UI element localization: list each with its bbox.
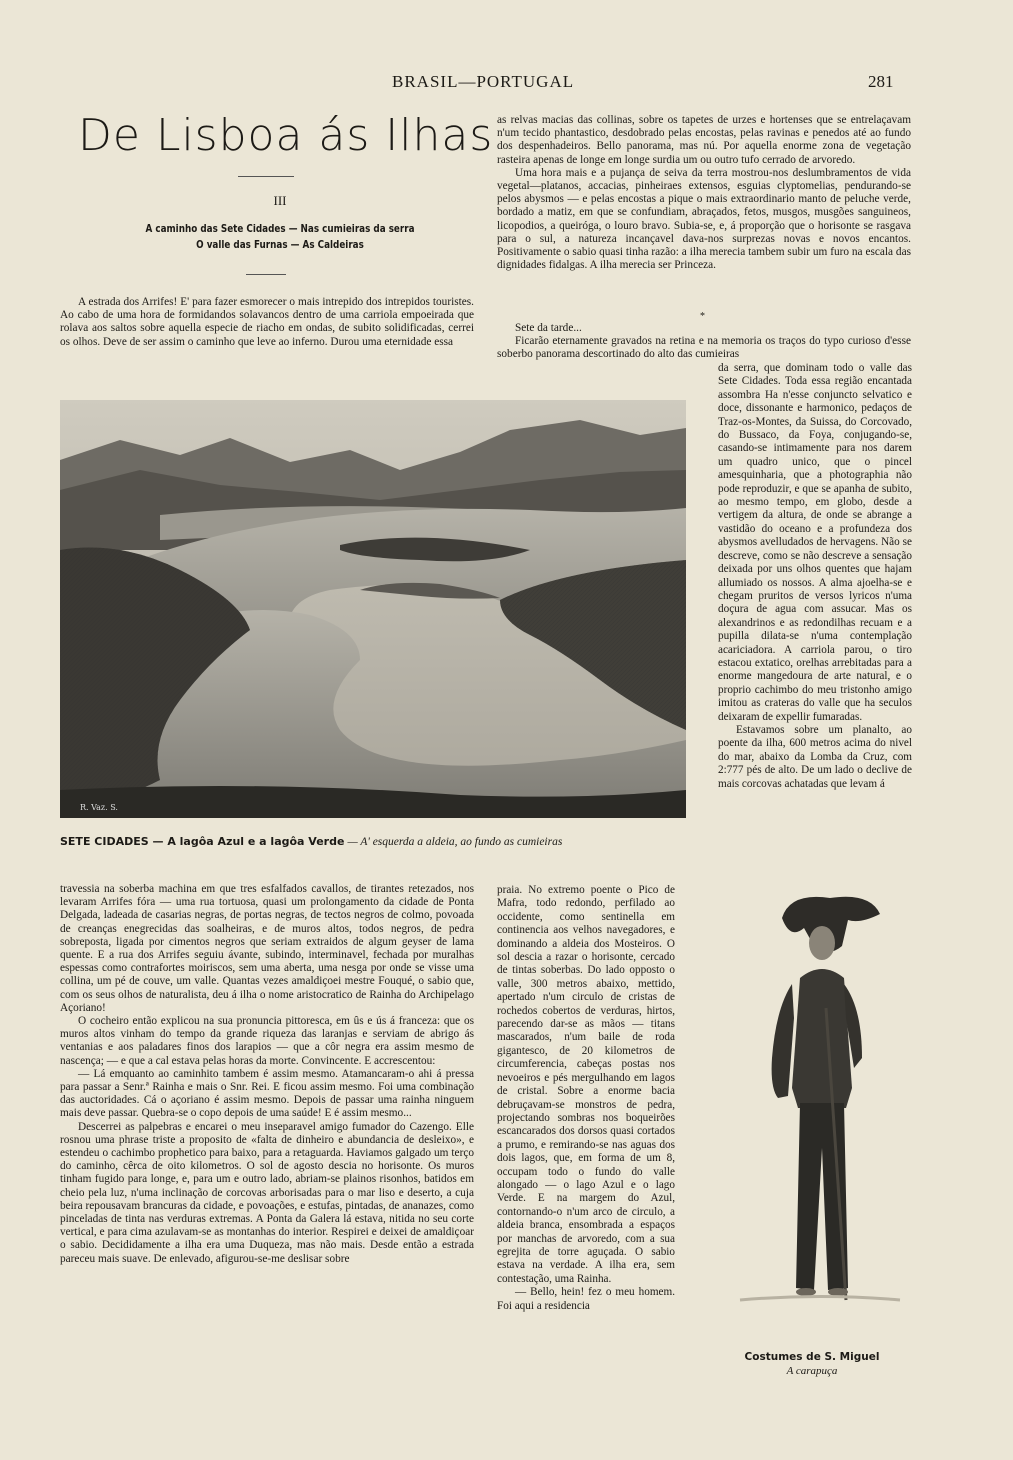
right-narrow-column [718,362,912,791]
paragraph: Ficarão eternamente gravados na retina e na memoria os traços do typo curioso d'esse soberbo panorama descortinado do alto das cumieiras [497,335,911,361]
sete-cidades-illustration [60,400,686,818]
intro-column [60,296,474,349]
right-top-column [497,114,911,272]
subtitle-line-2: O valle das Furnas — As Caldeiras [196,238,364,251]
paragraph: travessia na soberba machina em que tres esfalfados cavallos, de tirantes retezados, nos levaram Arrifes fóra — uma rua tortuosa, quasi um prolongamento da cidade de Ponta Delgada, ladeada de casarias negras, de portas negras, de tectos negros de colmo, povoada de creanças enegrecidas das soalheiras, e de muros altos, todos negros, de pedra sobreposta, ligada por cimentos negros que seriam extraidos de algum geyser de lama quente. E a rua dos Arrifes seguiu ávante, subindo, interminavel, fechada por muralhas espessas como contrafortes moiriscos, sem uma aberta, uma nesga por onde se visse uma collina, um pé de couve, um valle. Quantas vezes amaldiçoei mestre Fouqué, o sabio que, com os seus olhos de naturalista, deu á ilha o nome aristocratico de Rainha do Archipelago Açoriano! [60,883,474,1014]
paragraph: O cocheiro então explicou na sua pronuncia pittoresca, em ûs e ús á franceza: que os muros altos vinham do tempo da grande riqueza das laranjas e serviam de abrigo ás ventanias e aos paladares finos dos larapios — que a côr negra era assim mesmo de nascença; — e que a cal estava pelas horas da morte. Convincente. E accrescentou: [60,1015,474,1067]
paragraph: Descerrei as palpebras e encarei o meu inseparavel amigo fumador do Cazengo. Elle rosnou uma phrase triste a proposito de «falta de dinheiro e abundancia de desleixo», e estendeu o cachimbo prophetico para baixo, para a retaguarda. Haviamos galgado um terço do caminho, cêrca de oito kilometros. O sol de agosto descia no horisonte. Os muros tinham fugido para longe, e, para um e outro lado, abriam-se plainos risonhos, batidos em cheio pela luz, n'uma inclinação de corcovas arborisadas para o mar liso e deserto, a cuja beira repousavam brancuras da cidade, e povoações, e estufas, pintadas, de ananazes, como pinceladas de tinta nas verduras extremas. A Ponta da Galera lá estava, nitida no seu corte vertical, e para cima azulavam-se as montanhas do interior. Respirei e deixei de amaldiçoar o sabio. Decididamente a ilha era uma Duqueza, mas não mais. Desde então a estrada pareceu mais suave. De enlevado, afigurou-se-me deslisar sobre [60,1120,474,1265]
running-header: BRASIL—PORTUGAL [392,72,575,91]
paragraph: praia. No extremo poente o Pico de Mafra, todo redondo, perfilado ao occidente, como sentinella em continencia aos velhos navegadores, e dominando a aldeia dos Mosteiros. O sol descia a razar o horisonte, cercado de tintas soberbas. Do lado opposto o valle, 300 metros abaixo, mettido, apertado n'um circulo de cristas de rochedos cobertos de verduras, hirtos, parecendo dar-se as mãos — titans mascarados, n'um baile de roda gigantesco, de 20 kilometros de circumferencia, cabeças postas nos nevoeiros e pés mergulhando em lagos de cristal. Sobre a enorme bacia debruçavam-se monstros de pedra, projectando sombras nos boqueirões escancarados dos dorsos quasi cortados a prumo, e remirando-se nas aguas dos dois lagos, que, em forma de um 8, occupam todo o fundo do valle alongado — o lago Azul e o lago Verde. E na margem do Azul, contornando-o n'um arco de circulo, a aldeia branca, ensombrada a espaços por manchas de arvoredo, com a sua egrejita de torre aguçada. O sabio estava na verdade. A ilha era, sem contestação, uma Rainha. [497,884,675,1285]
caption-title: SETE CIDADES — A lagôa Azul e a lagôa Verde [60,835,345,848]
paragraph: as relvas macias das collinas, sobre os tapetes de urzes e hortenses que se entrelaçavam n'um tecido phantastico, desdobrado pelas encostas, pelas ravinas e penedos até ao fundo dos despenhadeiros. Bello panorama, mas nú. Por aquella enorme zona de vegetação rasteira apenas de longe em longe surdia um ou outro tufo cerrado de arvoredo. [497,114,911,166]
subtitle-line-1: A caminho das Sete Cidades — Nas cumieiras da serra [145,222,415,235]
subtitle-rule [246,274,286,275]
portrait-caption-note: A carapuça [786,1365,838,1377]
portrait-caption [712,1350,912,1378]
caption-note: — A' esquerda a aldeia, ao fundo as cumieiras [347,836,563,848]
paragraph: da serra, que dominam todo o valle das Sete Cidades. Toda essa região encantada assombra Ha n'esse conjuncto selvatico e doce, dissonante e harmonico, pedaços de Traz-os-Montes, da Suissa, do Corcovado, do Bussaco, da Foya, conjugando-se, casando-se intimamente para nos darem um quadro unico, que o pincel amesquinharia, que a photographia não pode reproduzir, e que se apanha de subito, ao mesmo tempo, em globo, desde a vertigem da altura, de onde se abrange a vastidão do oceano e a profundeza dos abysmos avelludados de hervagens. Não se descreve, como se não descreve a sensação deixada por uns olhos quentes que hajam allumiado os nossos. A alma ajoelha-se e chegam pruritos de versos lyricos n'uma doçura de agua com assucar. Mas os alexandrinos e as redondilhas recuam e a pupilla dilata-se n'uma contemplação acariciadora. A carriola parou, o tiro estacou extatico, orelhas arrebitadas para a enorme mangedoura de arte natural, e o proprio cachimbo do meu tristonho amigo imitou as crateras do valle que ha seculos deixaram de expellir fumaradas. [718,362,912,723]
section-separator: * [700,311,705,322]
portrait-photo [730,888,910,1320]
paragraph: Uma hora mais e a pujança de seiva da terra mostrou-nos deslumbramentos de vida vegetal—platanos, accacias, pinheiraes extensos, esguias clyptomelias, pendurando-se pelos abysmos — e pelas encostas a pique o mais extraordinario manto de peluche verde, bordado a matiz, em que se confundiam, abraçados, fetos, musgos, musgões sanguineos, licopodios, a queiróga, o louro bravo. Subia-se, e, á proporção que o horisonte se rasgava para o sul, a natureza incançavel dava-nos surprezas novas e novos encantos. Positivamente o sabio quasi tinha razão: a ilha merecia tambem subir um furo na escala das dignidades fidalgas. A ilha merecia ser Princeza. [497,166,911,272]
intro-paragraph: A estrada dos Arrifes! E' para fazer esmorecer o mais intrepido dos intrepidos touristes. Ao cabo de uma hora de formidandos solavancos dentro de uma carriola empoeirada que rolava aos saltos sobre aquella especie de riacho em ondas, de subito solidificadas, cerrei os olhos. Deve de ser assim o caminho que leve ao inferno. Durou uma eternidade essa [60,296,474,348]
portrait-caption-title: Costumes de S. Miguel [744,1351,880,1363]
bottom-left-column [60,883,474,1266]
article-title: De Lisboa ás Ilhas [78,110,494,161]
paragraph: Estavamos sobre um planalto, ao poente da ilha, 600 metros acima do nivel do mar, abaixo da Lomba da Cruz, com 2:777 pés de alto. De um lado o declive de mais corcovas achatadas que levam á [718,723,912,790]
paragraph: — Lá emquanto ao caminhito tambem é assim mesmo. Atamancaram-o ahi á pressa para passar a Senr.ª Rainha e mais o Snr. Rei. E ficou assim mesmo. Foi uma combinação das auctoridades. Cá o açoriano é assim mesmo. Depois de passar uma rainha ninguem mais deve passar. Quebra-se o copo depois de uma saúde! E é assim mesmo... [60,1067,474,1120]
bottom-mid-column [497,884,675,1313]
paragraph: — Bello, hein! fez o meu homem. Foi aqui a residencia [497,1286,675,1312]
chapter-number: III [273,193,287,208]
page-number: 281 [868,72,894,91]
paragraph: Sete da tarde... [515,322,582,334]
illustration-signature: R. Vaz. S. [80,803,118,812]
figure-caption [60,834,686,849]
title-rule [238,176,294,177]
right-mid-column [497,322,911,362]
